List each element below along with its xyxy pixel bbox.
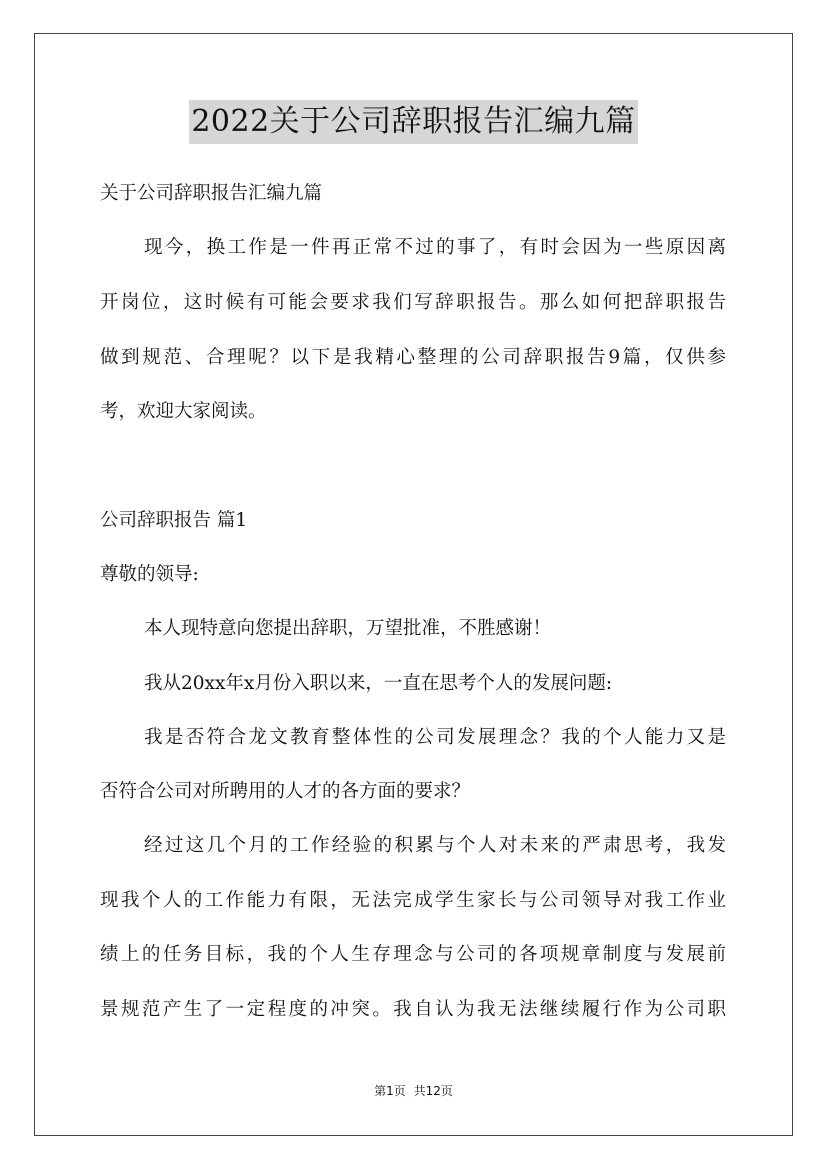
- text-line: 现我个人的工作能力有限，无法完成学生家长与公司领导对我工作业: [100, 890, 726, 911]
- page-total: 共12页: [413, 1084, 453, 1098]
- text-line: 景规范产生了一定程度的冲突。我自认为我无法继续履行作为公司职: [100, 999, 726, 1020]
- text-line: 考，欢迎大家阅读。: [100, 401, 267, 422]
- page-footer: [0, 1082, 827, 1099]
- text-line: 我从20xx年x月份入职以来，一直在思考个人的发展问题:: [144, 673, 613, 694]
- text-line: 否符合公司对所聘用的人才的各方面的要求？: [100, 781, 471, 802]
- text-line: 关于公司辞职报告汇编九篇: [100, 183, 323, 204]
- text-line: 我是否符合龙文教育整体性的公司发展理念？我的个人能力又是: [144, 727, 726, 748]
- text-line: 本人现特意向您提出辞职，万望批准，不胜感谢！: [144, 618, 552, 639]
- text-line: 做到规范、合理呢？以下是我精心整理的公司辞职报告9篇，仅供参: [100, 347, 726, 368]
- text-line: 现今，换工作是一件再正常不过的事了，有时会因为一些原因离: [144, 237, 726, 258]
- section-heading: 公司辞职报告 篇1: [100, 510, 248, 531]
- title-container: [0, 100, 827, 144]
- text-line: 开岗位，这时候有可能会要求我们写辞职报告。那么如何把辞职报告: [100, 292, 726, 313]
- text-line: 绩上的任务目标，我的个人生存理念与公司的各项规章制度与发展前: [100, 944, 726, 965]
- document-title: 2022关于公司辞职报告汇编九篇: [189, 100, 637, 144]
- salutation: 尊敬的领导:: [100, 564, 199, 585]
- text-line: 经过这几个月的工作经验的积累与个人对未来的严肃思考，我发: [144, 835, 726, 856]
- page-number: 第1页: [374, 1084, 406, 1098]
